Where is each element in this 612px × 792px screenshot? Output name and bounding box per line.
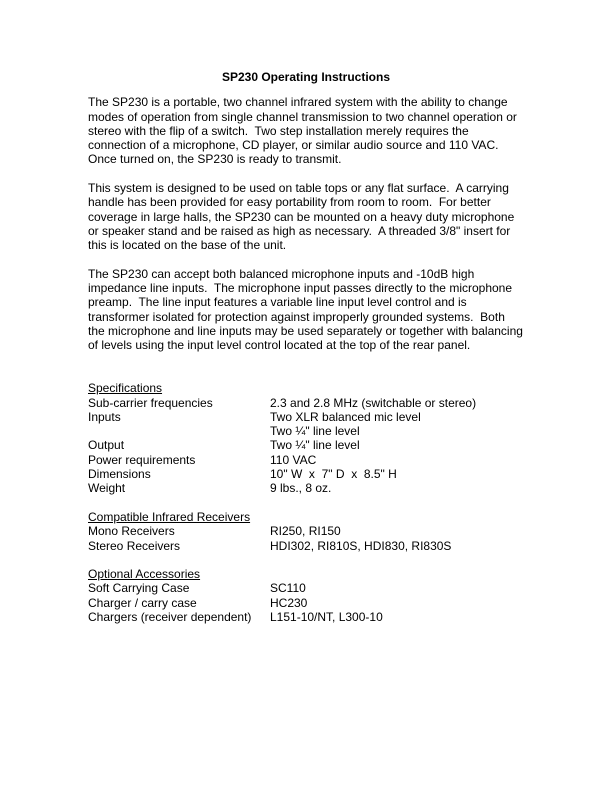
spec-row: [88, 581, 524, 595]
spec-values: [270, 581, 524, 595]
spec-label: Power requirements: [88, 452, 196, 467]
spec-value: Two ¼" line level: [270, 424, 360, 439]
spec-row: [88, 438, 524, 452]
spec-label: Weight: [88, 481, 126, 496]
spec-row: [88, 467, 524, 481]
spec-label: Sub-carrier frequencies: [88, 395, 213, 410]
spec-label: Dimensions: [88, 467, 151, 482]
section-heading: Specifications: [88, 381, 163, 396]
spec-label: Output: [88, 438, 125, 453]
spec-value: Two ¼" line level: [270, 438, 360, 453]
spec-value: 9 lbs., 8 oz.: [270, 481, 332, 496]
spec-values: [270, 524, 524, 538]
spec-value: HC230: [270, 595, 308, 610]
section-rows: [88, 581, 524, 624]
spec-values: [270, 596, 524, 610]
body-paragraph: The SP230 is a portable, two channel infrared system with the ability to change modes of operation from single channel transmission to two channel operation or stereo with the flip of a switch. Two step installation merely requires the connection of a microphone, CD player, or similar audio source and 110 VAC. Once turned on, the SP230 is ready to transmit.: [88, 95, 521, 167]
spec-label: Charger / carry case: [88, 595, 197, 610]
section-heading: Compatible Infrared Receivers: [88, 509, 251, 524]
spec-label: Soft Carrying Case: [88, 581, 190, 596]
spec-label: Stereo Receivers: [88, 538, 181, 553]
spec-label: Chargers (receiver dependent): [88, 609, 252, 624]
spec-values: [270, 453, 524, 467]
spec-row: [88, 596, 524, 610]
spec-row: [88, 539, 524, 553]
spec-section: [88, 510, 524, 553]
sections: [88, 381, 524, 624]
spec-row: [88, 453, 524, 467]
spec-value: SC110: [270, 581, 306, 596]
spec-label: Inputs: [88, 409, 121, 424]
spec-values: [270, 539, 524, 553]
spec-values: [270, 610, 524, 624]
spec-row: [88, 396, 524, 410]
spec-value: RI250, RI150: [270, 524, 341, 539]
body-paragraph: The SP230 can accept both balanced microphone inputs and -10dB high impedance line inputs. The microphone input passes directly to the microphone preamp. The line input features a variable line input level control and is transformer isolated for protection against improperly grounded systems. Both the microphone and line inputs may be used separately or together with balancing of levels using the input level control located at the top of the rear panel.: [88, 266, 527, 353]
spec-values: [270, 438, 524, 452]
paragraphs: [88, 95, 527, 353]
spec-section: [88, 567, 524, 624]
section-rows: [88, 396, 524, 496]
spec-row: [88, 481, 524, 495]
spec-values: [270, 481, 524, 495]
spec-row: [88, 524, 524, 538]
section-heading: Optional Accessories: [88, 567, 201, 582]
spec-value: HDI302, RI810S, HDI830, RI830S: [270, 538, 452, 553]
spec-label: Mono Receivers: [88, 524, 175, 539]
spec-value: 10" W x 7" D x 8.5" H: [270, 467, 397, 482]
spec-values: [270, 467, 524, 481]
spec-row: [88, 410, 524, 439]
spec-value: 2.3 and 2.8 MHz (switchable or stereo): [270, 395, 477, 410]
spec-value: 110 VAC: [270, 452, 317, 467]
section-rows: [88, 524, 524, 553]
body-paragraph: This system is designed to be used on table tops or any flat surface. A carrying handle has been provided for easy portability from room to room. For better coverage in large halls, the SP230 can be mounted on a heavy duty microphone or speaker stand and be raised as high as necessary. A threaded 3/8" insert for this is located on the base of the unit.: [88, 181, 518, 253]
page-title: SP230 Operating Instructions: [221, 70, 391, 84]
spec-values: [270, 396, 524, 410]
spec-section: [88, 381, 524, 495]
spec-value: Two XLR balanced mic level: [270, 409, 421, 424]
spec-value: L151-10/NT, L300-10: [270, 609, 383, 624]
document-content: [88, 70, 527, 624]
spec-values: [270, 410, 524, 439]
spec-row: [88, 610, 524, 624]
